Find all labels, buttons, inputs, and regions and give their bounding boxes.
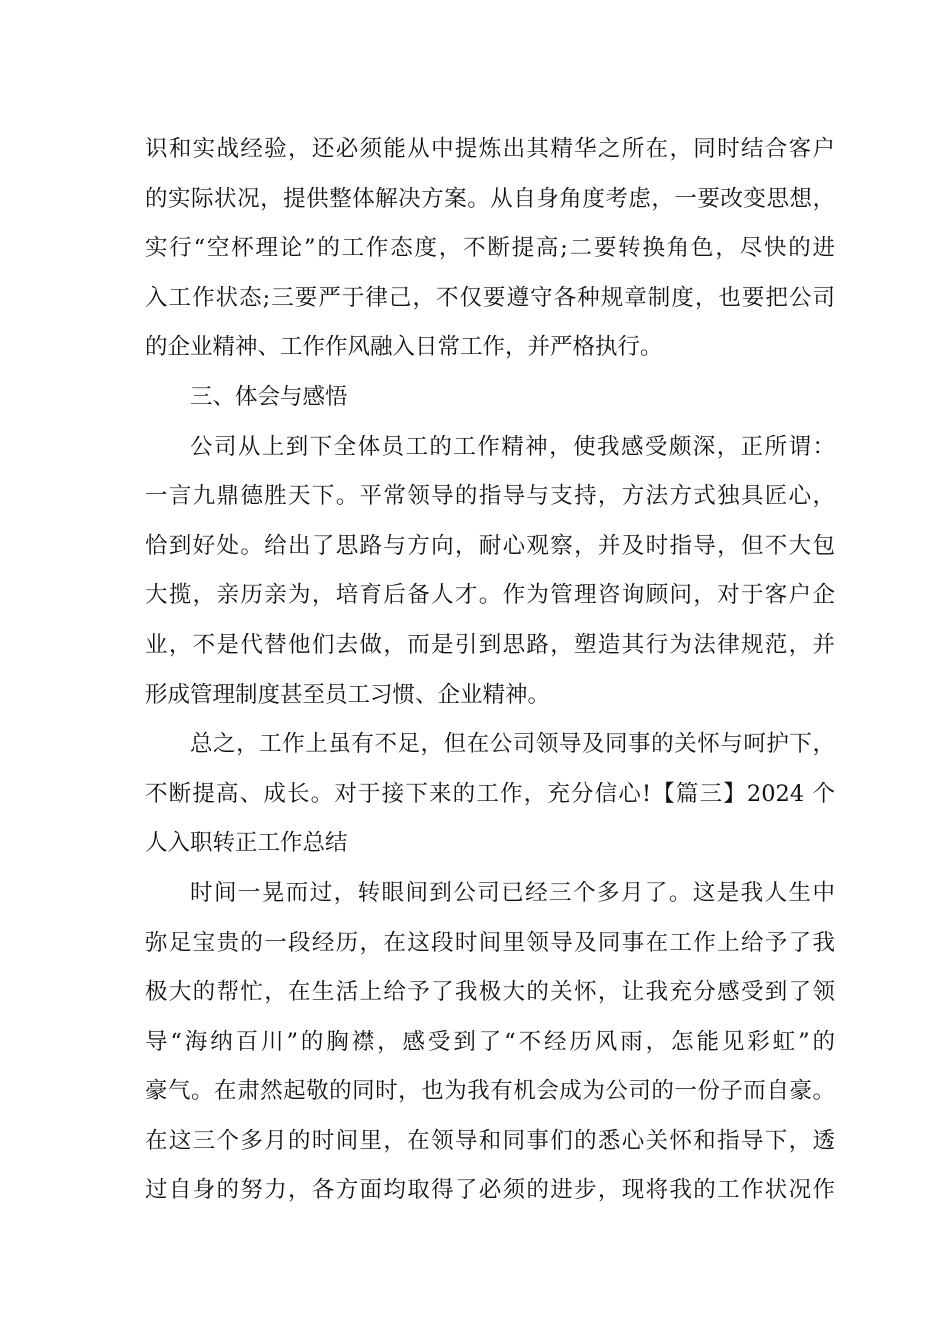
text-line: 公司从上到下全体员工的工作精神，使我感受颇深，正所谓： (190, 433, 835, 460)
text-line: 极大的帮忙，在生活上给予了我极大的关怀，让我充分感受到了领 (145, 979, 835, 1006)
text-line: 入工作状态;三要严于律己，不仅要遵守各种规章制度，也要把公司 (145, 284, 835, 311)
text-line: 识和实战经验，还必须能从中提炼出其精华之所在，同时结合客户 (145, 136, 835, 162)
text-line: 过自身的努力，各方面均取得了必须的进步，现将我的工作状况作 (145, 1177, 835, 1204)
text-line: 在这三个多月的时间里，在领导和同事们的悉心关怀和指导下，透 (145, 1127, 835, 1154)
text-line: 总之，工作上虽有不足，但在公司领导及同事的关怀与呵护下， (190, 731, 835, 758)
document-body (145, 125, 835, 1216)
section-heading: 三、体会与感悟 (190, 383, 348, 410)
text-line: 导“海纳百川”的胸襟，感受到了“不经历风雨，怎能见彩虹”的 (145, 1028, 835, 1055)
text-line: 的企业精神、工作作风融入日常工作，并严格执行。 (145, 334, 663, 361)
text-line: 不断提高、成长。对于接下来的工作，充分信心!【篇三】2024 个 (145, 780, 835, 807)
text-line: 豪气。在肃然起敬的同时，也为我有机会成为公司的一份子而自豪。 (145, 1078, 835, 1105)
text-line: 大揽，亲历亲为，培育后备人才。作为管理咨询顾问，对于客户企 (145, 582, 835, 609)
text-line: 人入职转正工作总结 (145, 830, 348, 857)
text-line: 的实际状况，提供整体解决方案。从自身角度考虑，一要改变思想， (145, 185, 835, 212)
text-line: 弥足宝贵的一段经历，在这段时间里领导及同事在工作上给予了我 (145, 929, 835, 956)
text-line: 一言九鼎德胜天下。平常领导的指导与支持，方法方式独具匠心， (145, 483, 835, 510)
text-line: 时间一晃而过，转眼间到公司已经三个多月了。这是我人生中 (190, 879, 835, 906)
text-line: 形成管理制度甚至员工习惯、企业精神。 (145, 681, 551, 708)
text-line: 恰到好处。给出了思路与方向，耐心观察，并及时指导，但不大包 (145, 532, 835, 559)
text-line: 实行“空杯理论”的工作态度，不断提高;二要转换角色，尽快的进 (145, 235, 835, 262)
text-line: 业，不是代替他们去做，而是引到思路，塑造其行为法律规范，并 (145, 631, 835, 658)
